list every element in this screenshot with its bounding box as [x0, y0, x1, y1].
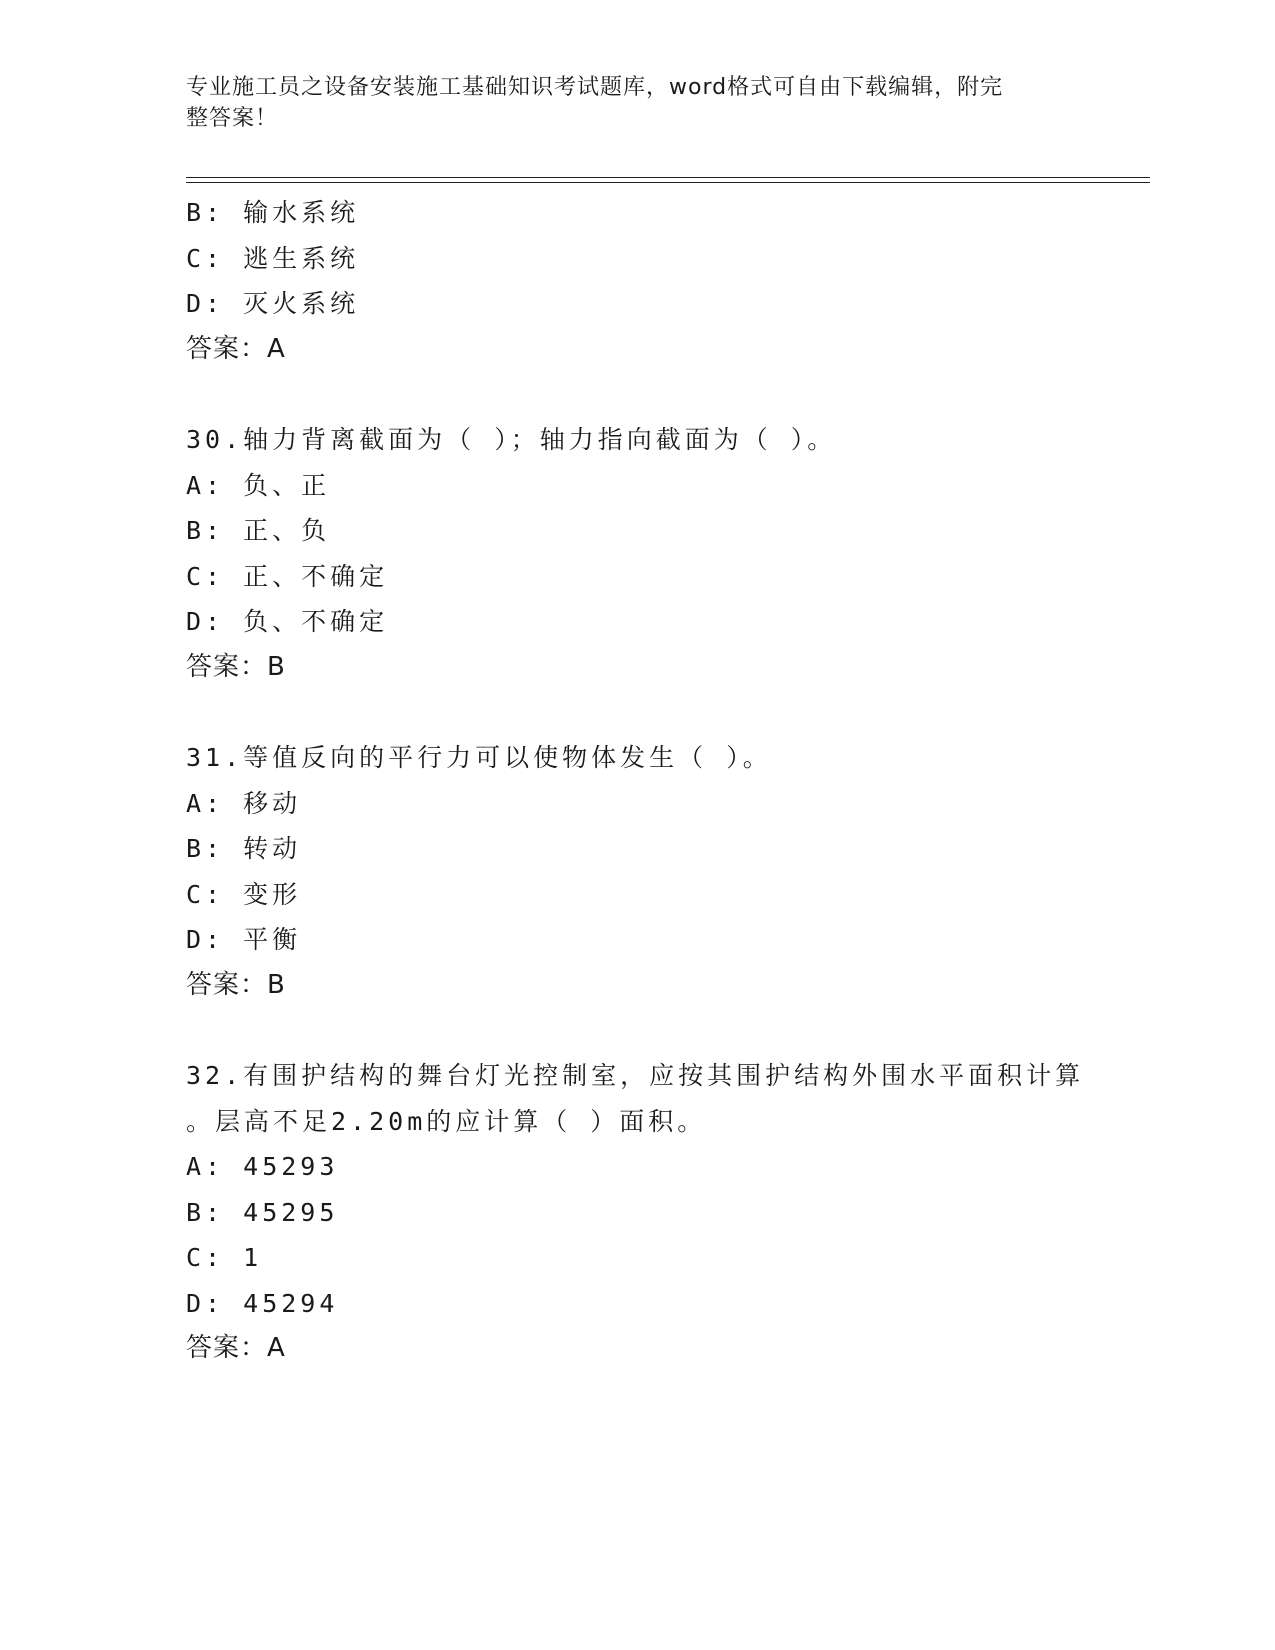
- option-a: A: 移动: [186, 788, 302, 818]
- header-line-2: 整答案！: [186, 106, 279, 131]
- option-c: C: 1: [186, 1243, 263, 1272]
- option-d: D: 45294: [186, 1288, 339, 1318]
- header-divider-top: [186, 177, 1150, 178]
- answer-line: 答案：B: [186, 969, 286, 1000]
- header-divider-bottom: [186, 182, 1150, 183]
- question-text: 31.等值反向的平行力可以使物体发生（ ）。: [186, 743, 772, 772]
- question-31: [186, 735, 1086, 1008]
- option-c: C: 逃生系统: [186, 243, 360, 273]
- option-b: B: 转动: [186, 834, 302, 863]
- spacer: [186, 690, 1086, 735]
- option-c: C: 变形: [186, 879, 302, 909]
- question-text-line-2: 。层高不足2.20m的应计算（ ）面积。: [186, 1106, 707, 1136]
- option-d: D: 灭火系统: [186, 289, 360, 318]
- option-b: B: 45295: [186, 1197, 339, 1227]
- document-header: [186, 72, 1066, 134]
- question-content: [186, 190, 1086, 1372]
- answer-line: 答案：A: [186, 1333, 286, 1363]
- option-c: C: 正、不确定: [186, 561, 389, 591]
- header-line-1: 专业施工员之设备安装施工基础知识考试题库，word格式可自由下载编辑，附完: [186, 75, 1004, 100]
- question-32: [186, 1053, 1086, 1372]
- question-text-line-1: 32.有围护结构的舞台灯光控制室，应按其围护结构外围水平面积计算: [186, 1061, 1085, 1090]
- spacer: [186, 372, 1086, 417]
- carryover-block: [186, 190, 1086, 372]
- question-30: [186, 417, 1086, 690]
- option-b: B: 输水系统: [186, 198, 360, 227]
- option-a: A: 45293: [186, 1152, 339, 1181]
- answer-line: 答案：B: [186, 651, 286, 682]
- answer-line: 答案：A: [186, 333, 286, 364]
- option-b: B: 正、负: [186, 516, 331, 545]
- option-d: D: 负、不确定: [186, 607, 389, 636]
- question-text: 30.轴力背离截面为（ ）；轴力指向截面为（ ）。: [186, 425, 837, 454]
- option-a: A: 负、正: [186, 470, 331, 500]
- spacer: [186, 1008, 1086, 1053]
- option-d: D: 平衡: [186, 925, 302, 954]
